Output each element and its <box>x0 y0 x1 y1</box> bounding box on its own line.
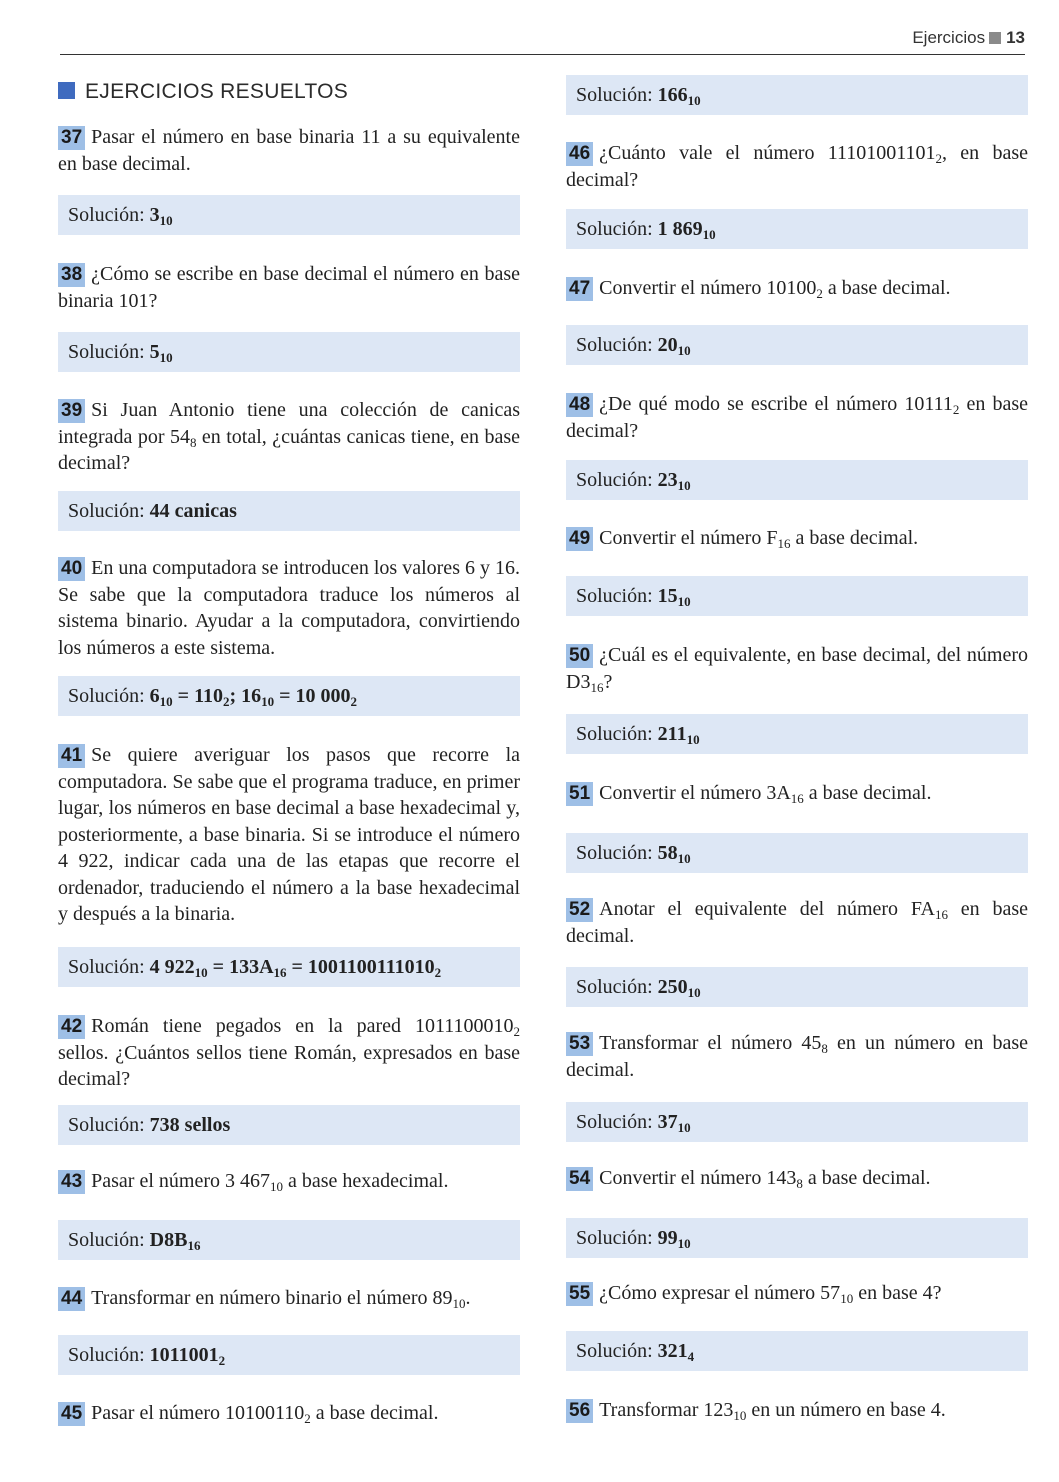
subscript-base: 10 <box>677 343 691 358</box>
text-fragment: 738 sellos <box>149 1114 231 1136</box>
subscript-base: 4 <box>687 1349 695 1364</box>
subscript-base: 10 <box>270 1179 283 1194</box>
running-header <box>912 28 1025 48</box>
subscript-base: 10 <box>677 851 691 866</box>
subscript-base: 10 <box>840 1291 854 1306</box>
text-fragment: 58 <box>657 842 678 864</box>
solution-label: Solución: <box>68 1114 145 1136</box>
solution-label: Solución: <box>68 1344 145 1366</box>
subscript-base: 10 <box>159 350 173 365</box>
solution-label: Solución: <box>576 469 653 491</box>
header-square-icon <box>989 32 1001 44</box>
text-fragment: = 1001100111010 <box>286 956 435 978</box>
text-fragment: 3 <box>149 204 160 226</box>
text-fragment: a base decimal. <box>802 1167 931 1189</box>
solution-value <box>658 1340 695 1362</box>
text-fragment: ? <box>603 670 613 693</box>
solution-label: Solución: <box>68 1229 145 1251</box>
text-fragment: 211 <box>657 723 687 745</box>
solution-value <box>658 976 701 998</box>
subscript-base: 10 <box>677 1236 691 1251</box>
exercise-number-badge: 51 <box>566 782 593 806</box>
page-number: 13 <box>1006 28 1025 47</box>
text-fragment: = 133A <box>207 956 274 978</box>
text-fragment: en base decimal? <box>566 393 1028 442</box>
solution-label: Solución: <box>576 1340 653 1362</box>
subscript-base: 2 <box>935 151 943 166</box>
solution-value <box>658 218 716 240</box>
solution-label: Solución: <box>576 334 653 356</box>
subscript-base: 10 <box>194 965 208 980</box>
solution-box <box>566 75 1028 115</box>
text-fragment: 15 <box>657 585 678 607</box>
exercise-45 <box>58 1400 520 1427</box>
subscript-base: 10 <box>687 93 701 108</box>
solution-value <box>658 1111 691 1133</box>
exercise-number-badge: 43 <box>58 1170 85 1194</box>
solution-label: Solución: <box>576 218 653 240</box>
subscript-base: 2 <box>434 965 442 980</box>
solution-box <box>566 1218 1028 1258</box>
text-fragment: Transformar 123 <box>599 1399 734 1421</box>
exercise-number-badge: 38 <box>58 263 85 287</box>
subscript-base: 10 <box>677 1120 691 1135</box>
solution-label: Solución: <box>576 723 653 745</box>
solution-label: Solución: <box>576 585 653 607</box>
subscript-base: 16 <box>590 679 604 695</box>
solution-box <box>58 947 520 987</box>
exercise-number-badge: 41 <box>58 744 85 768</box>
text-fragment: = 110 <box>172 685 223 707</box>
text-fragment: Si Juan Antonio tiene una colección de canicas integrada por 54 <box>58 399 520 448</box>
subscript-base: 16 <box>273 965 287 980</box>
solution-label: Solución: <box>576 1111 653 1133</box>
solution-value <box>150 1229 201 1251</box>
exercise-50 <box>566 642 1028 695</box>
solution-value <box>658 1227 691 1249</box>
solution-value <box>658 84 701 106</box>
text-fragment: en base decimal. <box>566 898 1028 947</box>
exercise-41 <box>58 742 520 928</box>
exercise-text: Se quiere averiguar los pasos que recorre la computadora. Se sabe que el programa traduce, en primer lugar, los números en base decimal a base hexadecimal y, posteriormente, a base binaria. Si se introduce el número 4 922, indicar cada una de las etapas que recorre el ordenador, traduciendo el número a la base hexadecimal y después a la binaria. <box>58 744 520 925</box>
text-fragment: 23 <box>657 469 678 491</box>
subscript-base: 2 <box>218 1353 226 1368</box>
exercise-37 <box>58 124 520 177</box>
text-fragment: , en base decimal? <box>566 142 1029 191</box>
solution-label: Solución: <box>576 842 653 864</box>
exercise-number-badge: 44 <box>58 1287 85 1311</box>
exercise-44 <box>58 1285 520 1312</box>
subscript-base: 8 <box>189 434 197 450</box>
section-square-icon <box>58 82 75 99</box>
exercise-52 <box>566 896 1028 949</box>
subscript-base: 10 <box>686 732 700 747</box>
subscript-base: 16 <box>790 791 804 806</box>
text-fragment: a base hexadecimal. <box>283 1170 449 1192</box>
exercise-49 <box>566 525 1028 552</box>
solution-value <box>150 1344 225 1366</box>
subscript-base: 10 <box>261 694 275 709</box>
text-fragment: 1011001 <box>149 1344 219 1366</box>
text-fragment: Convertir el número 3A <box>599 782 791 804</box>
solution-value <box>658 469 691 491</box>
exercise-number-badge: 54 <box>566 1167 593 1191</box>
text-fragment: D8B <box>149 1229 188 1251</box>
section-title: EJERCICIOS RESUELTOS <box>85 80 349 103</box>
exercise-39 <box>58 397 520 477</box>
exercise-number-badge: 49 <box>566 527 593 551</box>
exercise-42 <box>58 1013 520 1093</box>
subscript-base: 2 <box>304 1411 311 1426</box>
header-rule <box>60 54 1025 55</box>
exercise-number-badge: 56 <box>566 1399 593 1423</box>
text-fragment: 20 <box>657 334 678 356</box>
solution-box <box>58 1220 520 1260</box>
solution-value <box>658 585 691 607</box>
solution-value <box>150 500 237 522</box>
solution-box <box>566 714 1028 754</box>
subscript-base: 10 <box>159 213 173 228</box>
exercise-38 <box>58 261 520 314</box>
text-fragment: Convertir el número 10100 <box>599 277 817 299</box>
subscript-base: 10 <box>702 227 716 242</box>
solution-box <box>566 833 1028 873</box>
subscript-base: 2 <box>513 1024 520 1039</box>
subscript-base: 10 <box>677 478 691 493</box>
subscript-base: 2 <box>816 286 823 301</box>
solution-box <box>58 676 520 716</box>
solution-box <box>58 332 520 372</box>
solution-value <box>658 723 700 745</box>
text-fragment: Transformar en número binario el número 89 <box>91 1287 453 1309</box>
solution-box <box>566 576 1028 616</box>
exercise-number-badge: 50 <box>566 644 593 668</box>
exercise-53 <box>566 1030 1028 1083</box>
solution-box <box>58 491 520 531</box>
exercise-47 <box>566 275 1028 302</box>
text-fragment: a base decimal. <box>790 527 919 549</box>
text-fragment: en base 4? <box>853 1282 942 1304</box>
text-fragment: 166 <box>657 84 688 106</box>
exercise-number-badge: 39 <box>58 399 85 423</box>
subscript-base: 16 <box>777 536 791 551</box>
exercise-43 <box>58 1168 520 1195</box>
solution-value <box>150 956 441 978</box>
exercise-number-badge: 37 <box>58 126 85 150</box>
solution-box <box>566 967 1028 1007</box>
solution-value <box>150 204 173 226</box>
text-fragment: en total, ¿cuántas canicas tiene, en base decimal? <box>58 425 520 474</box>
subscript-base: 10 <box>452 1296 466 1311</box>
exercise-number-badge: 40 <box>58 557 85 581</box>
text-fragment: 250 <box>657 976 688 998</box>
subscript-base: 10 <box>687 985 701 1000</box>
exercise-number-badge: 53 <box>566 1032 593 1056</box>
solution-value <box>150 1114 231 1136</box>
solution-value <box>150 685 357 707</box>
exercise-40 <box>58 555 520 661</box>
exercise-55 <box>566 1280 1028 1307</box>
text-fragment: Transformar el número 45 <box>599 1032 822 1054</box>
solution-box <box>58 195 520 235</box>
text-fragment: Convertir el número F <box>599 527 778 549</box>
subscript-base: 2 <box>350 694 358 709</box>
subscript-base: 10 <box>677 594 691 609</box>
exercise-text: Pasar el número en base binaria 11 a su equivalente en base decimal. <box>58 126 520 175</box>
solution-box <box>566 325 1028 365</box>
exercise-number-badge: 47 <box>566 277 593 301</box>
solution-box <box>566 460 1028 500</box>
solution-label: Solución: <box>68 500 145 522</box>
exercise-54 <box>566 1165 1028 1192</box>
solution-label: Solución: <box>68 204 145 226</box>
exercise-46 <box>566 140 1028 193</box>
text-fragment: Pasar el número 10100110 <box>91 1402 305 1424</box>
text-fragment: ¿Cómo expresar el número 57 <box>599 1282 841 1304</box>
subscript-base: 16 <box>187 1238 201 1253</box>
text-fragment: sellos. ¿Cuántos sellos tiene Román, expresados en base decimal? <box>58 1041 520 1090</box>
text-fragment: ; 16 <box>229 685 262 707</box>
exercise-number-badge: 55 <box>566 1282 593 1306</box>
exercise-number-badge: 48 <box>566 393 593 417</box>
text-fragment: 1 869 <box>657 218 703 240</box>
text-fragment: en un número en base 4. <box>746 1399 946 1421</box>
solution-value <box>150 341 173 363</box>
text-fragment: . <box>465 1287 471 1309</box>
text-fragment: Pasar el número 3 467 <box>91 1170 270 1192</box>
text-fragment: Anotar el equivalente del número FA <box>599 898 935 920</box>
exercise-text: ¿Cómo se escribe en base decimal el número en base binaria 101? <box>58 263 520 312</box>
solution-label: Solución: <box>68 956 145 978</box>
solution-box <box>566 1102 1028 1142</box>
text-fragment: 6 <box>149 685 160 707</box>
text-fragment: ¿Cuál es el equivalente, en base decimal, del número D3 <box>566 644 1028 693</box>
solution-label: Solución: <box>68 685 145 707</box>
subscript-base: 2 <box>952 402 960 417</box>
text-fragment: Román tiene pegados en la pared 1011100010 <box>91 1015 514 1037</box>
solution-label: Solución: <box>576 976 653 998</box>
text-fragment: 4 922 <box>149 956 195 978</box>
solution-label: Solución: <box>576 1227 653 1249</box>
section-heading <box>58 80 520 104</box>
exercise-number-badge: 52 <box>566 898 593 922</box>
text-fragment: a base decimal. <box>803 782 932 804</box>
subscript-base: 10 <box>159 694 173 709</box>
exercise-56 <box>566 1397 1028 1424</box>
subscript-base: 8 <box>796 1176 803 1191</box>
solution-box <box>566 209 1028 249</box>
text-fragment: 5 <box>149 341 160 363</box>
solution-box <box>58 1335 520 1375</box>
exercise-number-badge: 46 <box>566 142 593 166</box>
exercise-text: En una computadora se introducen los valores 6 y 16. Se sabe que la computadora traduce los números al sistema binario. Ayudar a la computadora, convirtiendo los números a este sistema. <box>58 557 520 659</box>
subscript-base: 8 <box>821 1041 828 1056</box>
subscript-base: 10 <box>733 1408 747 1423</box>
solution-label: Solución: <box>576 84 653 106</box>
text-fragment: Convertir el número 143 <box>599 1167 797 1189</box>
solution-box <box>58 1105 520 1145</box>
text-fragment: 99 <box>657 1227 678 1249</box>
text-fragment: = 10 000 <box>274 685 351 707</box>
solution-value <box>658 334 691 356</box>
text-fragment: a base decimal. <box>822 277 951 299</box>
exercise-number-badge: 42 <box>58 1015 85 1039</box>
exercise-51 <box>566 780 1028 807</box>
text-fragment: 37 <box>657 1111 678 1133</box>
text-fragment: ¿De qué modo se escribe el número 10111 <box>599 393 953 415</box>
exercise-number-badge: 45 <box>58 1402 85 1426</box>
subscript-base: 16 <box>934 907 948 922</box>
exercise-48 <box>566 391 1028 444</box>
solution-box <box>566 1331 1028 1371</box>
solution-value <box>658 842 691 864</box>
header-section: Ejercicios <box>912 28 986 47</box>
subscript-base: 2 <box>222 694 230 709</box>
text-fragment: 321 <box>657 1340 688 1362</box>
text-fragment: a base decimal. <box>310 1402 439 1424</box>
text-fragment: en un número en base decimal. <box>566 1032 1029 1081</box>
text-fragment: 44 canicas <box>149 500 237 522</box>
text-fragment: ¿Cuánto vale el número 11101001101 <box>599 142 936 164</box>
solution-label: Solución: <box>68 341 145 363</box>
